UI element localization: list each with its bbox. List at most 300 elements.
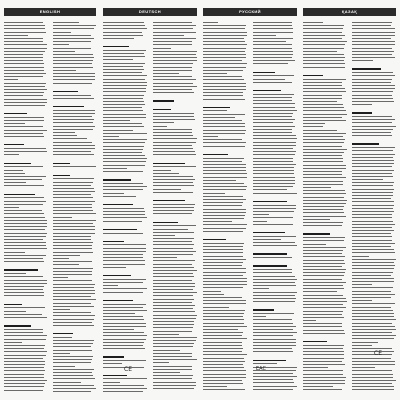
text-line [352,72,393,73]
text-line [203,259,246,260]
text-line [103,59,133,60]
text-line [303,263,345,264]
text-line [303,333,345,334]
text-line [203,348,243,349]
text-line [303,158,343,159]
text-line [203,22,218,23]
text-line [253,332,297,333]
text-line [53,356,93,357]
text-line [303,98,342,99]
text-line [4,54,43,55]
text-line [303,216,346,217]
text-line [303,101,337,102]
text-line [203,177,247,178]
text-line [352,170,394,171]
text-line [203,243,244,244]
text-line [203,32,247,33]
text-line [253,221,267,222]
text-line [53,25,96,26]
text-line [53,236,92,237]
text-line [153,366,192,367]
text-line [4,220,47,221]
text-line [303,181,343,182]
text-line [203,186,247,187]
text-line [153,73,180,74]
text-line [303,203,346,204]
text-line [4,248,47,249]
text-line [4,329,43,330]
text-line [352,176,393,177]
text-line [4,233,47,234]
text-line [253,373,294,374]
text-line [203,307,229,308]
text-line [203,303,246,304]
paragraph-gap [253,227,298,230]
text-line [53,375,93,376]
text-line [303,32,342,33]
text-line [303,190,345,191]
text-line [153,189,181,190]
text-line [103,158,147,159]
text-line [253,60,295,61]
text-line [203,300,246,301]
text-line [203,319,244,320]
text-line [253,138,297,139]
text-line [253,282,295,283]
text-line [303,193,346,194]
section-heading-line [153,109,171,110]
text-line [153,166,196,167]
text-line [352,44,395,45]
text-line [253,54,293,55]
text-line [103,348,145,349]
paragraph-gap [253,67,298,70]
text-line [203,95,243,96]
text-line [4,307,45,308]
text-line [4,207,19,208]
text-line [203,126,245,127]
text-line [153,244,195,245]
text-line [153,378,193,379]
section-heading-line [352,143,379,144]
section-heading-line [4,163,31,164]
text-line [4,197,44,198]
text-line [53,312,92,313]
text-line [103,214,145,215]
text-line [352,129,393,130]
text-line [303,95,342,96]
text-line [53,223,93,224]
text-line [352,182,394,183]
text-line [352,205,394,206]
text-line [53,41,92,42]
paragraph-gap [53,158,97,161]
text-line [203,67,246,68]
text-line [103,382,120,383]
text-line [103,72,142,73]
paragraph-gap [203,102,248,105]
text-line [53,268,93,269]
text-line [253,44,292,45]
text-line [203,361,245,362]
text-line [203,86,246,87]
text-line [53,145,95,146]
text-line [203,386,227,387]
text-line [253,295,296,296]
text-line [53,138,87,139]
text-line [4,276,43,277]
text-line [53,385,95,386]
text-line [53,366,75,367]
section-heading-line [53,163,71,164]
text-line [352,326,395,327]
text-line [53,337,73,338]
text-line [352,38,391,39]
text-line [53,188,95,189]
text-line [53,255,81,256]
text-line [303,269,346,270]
text-line [203,218,244,219]
text-line [153,138,197,139]
text-line [4,390,43,391]
text-line [53,119,95,120]
paragraph-gap [153,95,198,98]
text-line [352,150,393,151]
text-line [153,362,170,363]
text-line [53,116,93,117]
text-line [153,264,193,265]
text-line [303,110,346,111]
text-line [253,363,277,364]
text-line [352,259,396,260]
paragraph-gap [303,336,347,339]
text-line [203,323,244,324]
text-line [53,154,95,155]
text-line [352,166,392,167]
text-line [352,91,393,92]
text-line [253,151,296,152]
text-line [103,304,146,305]
section-heading-line [103,275,131,276]
text-line [53,388,96,389]
paragraph-gap [53,328,97,331]
section-heading-line [4,325,31,326]
text-block [153,22,198,392]
text-line [253,164,296,165]
text-line [103,110,143,111]
text-line [153,273,193,274]
section-heading-line [253,265,287,266]
text-line [303,107,344,108]
text-line [4,25,45,26]
column-deutsch [103,8,197,392]
text-line [53,207,93,208]
text-line [203,142,246,143]
text-line [253,301,295,302]
paragraph-gap [203,149,248,152]
text-line [352,160,394,161]
text-line [253,193,297,194]
text-line [203,374,246,375]
text-line [153,292,197,293]
text-line [352,201,394,202]
text-line [352,189,394,190]
section-heading-line [103,300,133,301]
text-line [153,176,194,177]
text-line [253,97,292,98]
text-line [53,239,92,240]
text-line [203,313,244,314]
text-line [103,32,142,33]
text-line [4,348,44,349]
text-line [253,75,294,76]
text-line [4,51,45,52]
text-line [303,345,344,346]
text-line [153,35,184,36]
text-line [4,70,44,71]
text-line [153,70,193,71]
text-line [103,335,147,336]
text-line [303,304,343,305]
text-line [53,280,92,281]
text-line [153,51,197,52]
text-line [303,51,337,52]
text-line [352,154,395,155]
text-line [303,114,347,115]
text-line [203,48,246,49]
text-line [4,258,43,259]
section-heading-line [253,232,285,233]
text-line [253,103,296,104]
text-line [153,25,196,26]
text-line [352,310,393,311]
text-line [352,116,392,117]
text-line [153,113,194,114]
text-line [4,223,47,224]
text-line [303,288,344,289]
text-line [4,361,45,362]
text-line [203,364,243,365]
text-line [103,254,143,255]
text-line [303,295,343,296]
text-line [153,276,194,277]
text-line [352,185,393,186]
text-line [352,57,395,58]
text-line [352,101,394,102]
text-line [153,311,195,312]
text-line [153,337,197,338]
text-line [4,44,47,45]
paragraph-gap [153,104,198,107]
section-heading-line [4,144,24,145]
text-block [303,22,347,392]
text-line [103,233,143,234]
text-line [303,374,343,375]
text-line [53,51,75,52]
text-line [4,148,46,149]
text-line [153,331,193,332]
text-line [203,231,243,232]
text-line [352,329,396,330]
text-line [352,252,395,253]
text-line [53,178,94,179]
text-line [253,245,297,246]
text-line [352,262,394,263]
section-heading-line [303,233,330,234]
paragraph-gap [53,170,97,173]
text-block [103,22,148,392]
text-line [352,358,391,359]
text-line [153,280,193,281]
text-line [53,22,80,23]
text-line [53,194,91,195]
text-line [153,207,194,208]
text-line [303,323,342,324]
text-line [303,161,343,162]
text-line [352,227,392,228]
text-line [303,282,346,283]
text-line [352,98,393,99]
text-line [303,44,345,45]
text-line [203,133,245,134]
text-line [153,210,194,211]
text-line [253,272,293,273]
text-line [53,191,96,192]
text-line [4,239,43,240]
text-line [303,266,342,267]
text-line [203,252,243,253]
text-line [153,213,192,214]
text-line [253,170,294,171]
text-line [303,171,342,172]
text-line [153,129,193,130]
text-block [203,22,248,392]
text-line [203,268,246,269]
section-heading-line [153,222,178,223]
text-line [153,248,194,249]
text-line [103,22,144,23]
text-line [53,382,82,383]
text-line [352,389,394,390]
text-line [153,238,195,239]
text-line [4,182,26,183]
text-line [352,22,392,23]
text-line [153,192,194,193]
text-line [4,345,45,346]
text-line [303,146,342,147]
text-line [203,63,247,64]
text-line [53,122,93,123]
paragraph-gap [4,320,48,323]
text-line [303,85,342,86]
section-heading-line [4,304,22,305]
section-heading-line [253,360,287,361]
text-line [4,173,25,174]
text-line [253,298,296,299]
text-line [153,283,196,284]
text-line [53,38,94,39]
text-line [303,206,344,207]
text-line [4,83,46,84]
text-line [153,350,181,351]
text-line [103,186,147,187]
text-line [203,193,225,194]
text-line [253,323,293,324]
text-line [352,323,392,324]
paragraph-gap [103,351,148,354]
text-line [253,205,297,206]
text-line [303,370,343,371]
text-line [253,279,297,280]
text-line [253,183,296,184]
text-line [203,130,246,131]
text-line [253,285,296,286]
text-line [4,286,44,287]
text-line [153,251,196,252]
text-line [253,94,294,95]
text-line [103,139,147,140]
text-line [103,50,146,51]
section-heading-line [203,154,228,155]
section-heading-line [53,106,84,107]
text-line [303,82,342,83]
text-line [352,236,392,237]
text-line [103,107,142,108]
text-line [352,374,393,375]
text-line [4,355,46,356]
text-line [203,287,243,288]
text-line [352,348,392,349]
text-line [352,119,395,120]
text-line [103,56,145,57]
text-line [253,382,294,383]
text-line [352,297,391,298]
text-line [253,148,294,149]
text-line [303,149,347,150]
text-line [4,383,45,384]
section-heading-line [352,112,372,113]
text-line [153,86,197,87]
text-line [53,245,93,246]
text-line [253,82,293,83]
text-line [53,340,94,341]
text-line [103,319,144,320]
text-line [253,126,296,127]
text-line [303,60,344,61]
section-heading-line [53,91,78,92]
text-line [253,122,294,123]
text-line [203,136,218,137]
text-line [4,67,44,68]
text-line [4,332,43,333]
paragraph-gap [4,139,48,142]
text-line [103,75,147,76]
section-heading-line [352,68,381,69]
text-line [153,229,188,230]
text-line [153,385,196,386]
text-line [352,380,396,381]
text-line [303,256,345,257]
text-line [4,210,42,211]
text-line [352,278,394,279]
section-heading-line [253,72,275,73]
text-line [253,145,296,146]
paragraph-gap [103,41,148,44]
text-line [103,130,133,131]
section-heading-line [303,75,323,76]
text-line [352,342,378,343]
text-line [4,255,46,256]
